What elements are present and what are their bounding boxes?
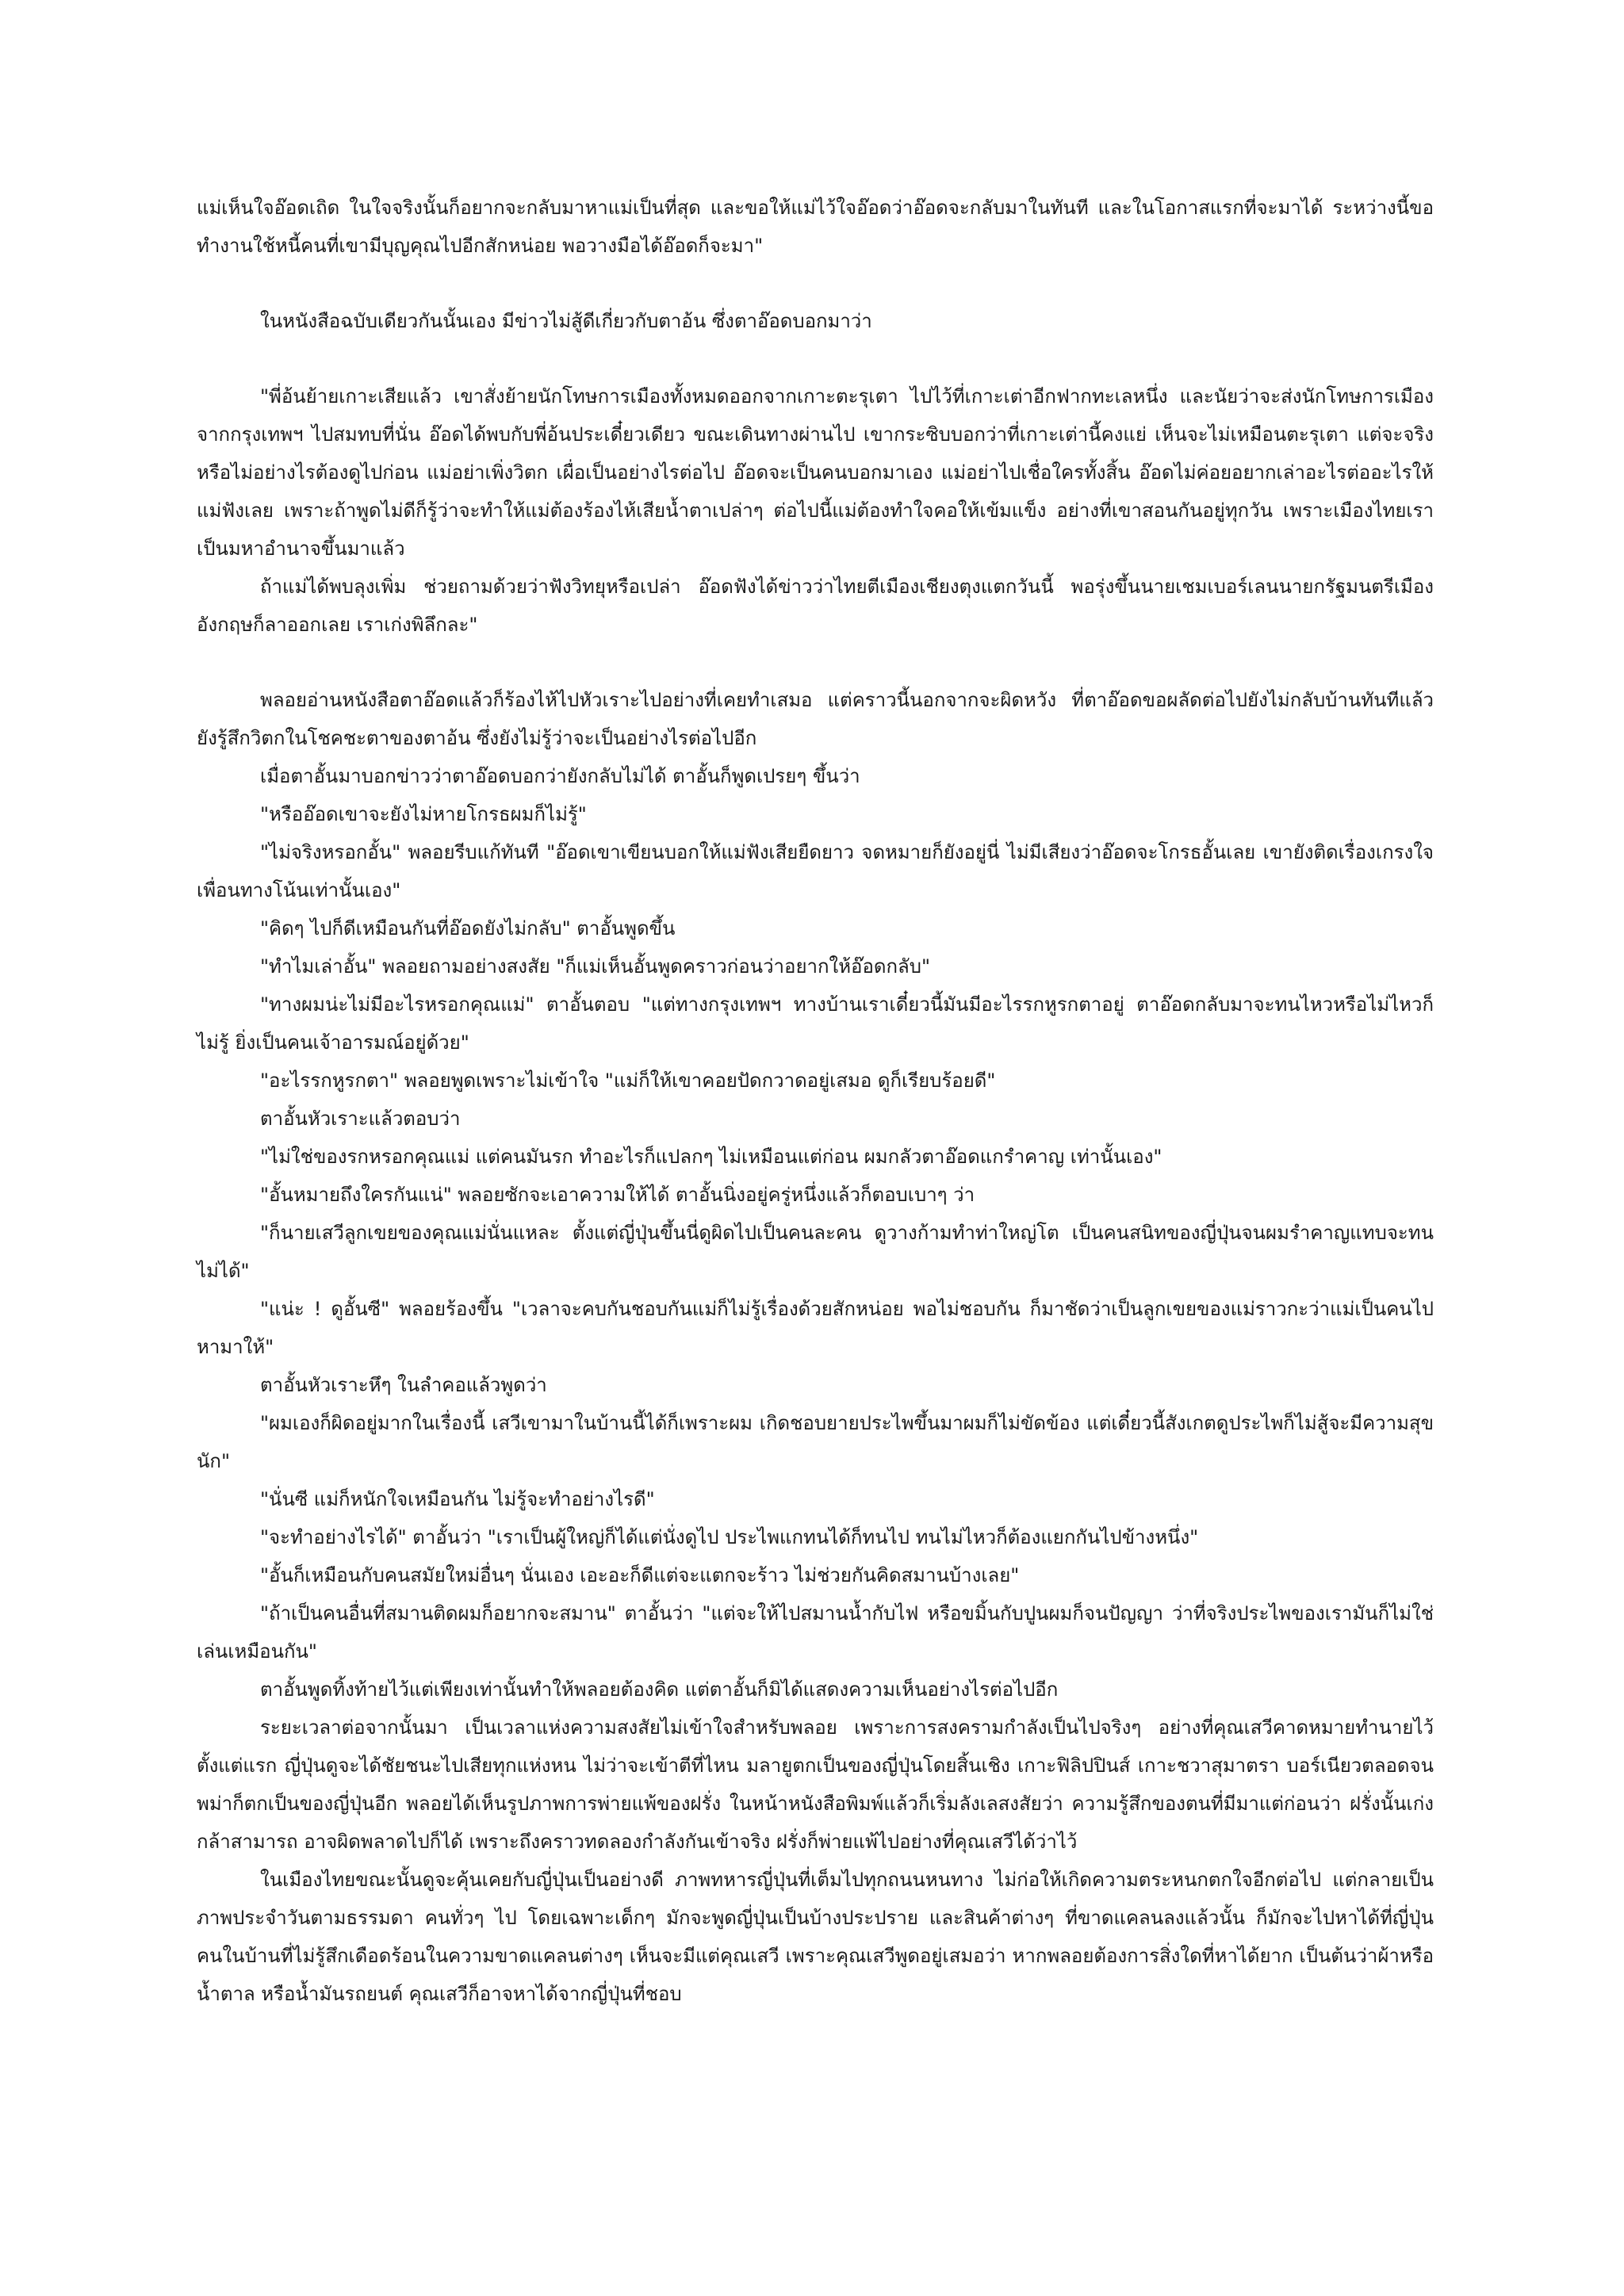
paragraph: "คิดๆ ไปก็ดีเหมือนกันที่อ๊อดยังไม่กลับ" ตาอั้นพูดขึ้น xyxy=(260,917,676,939)
paragraph: "จะทำอย่างไรได้" ตาอั้นว่า "เราเป็นผู้ใหญ่ก็ได้แต่นั่งดูไป ประไพแกทนได้ก็ทนไป ทนไม่ไหวก็ต้องแยกกันไปข้างหนึ่ง" xyxy=(260,1526,1199,1548)
paragraph: พลอยอ่านหนังสือตาอ๊อดแล้วก็ร้องไห้ไปหัวเราะไปอย่างที่เคยทำเสมอ แต่คราวนี้นอกจากจะผิดหวัง ที่ตาอ๊อดขอผลัดต่อไปยังไม่กลับบ้านทันทีแล้ว ยังรู้สึกวิตกในโชคชะตาของตาอ้น ซึ่งยังไม่รู้ว่าจะเป็นอย่างไรต่อไปอีก xyxy=(197,689,1434,749)
paragraph: "ผมเองก็ผิดอยู่มากในเรื่องนี้ เสวีเขามาในบ้านนี้ได้ก็เพราะผม เกิดชอบยายประไพขึ้นมาผมก็ไม่ขัดข้อง แต่เดี๋ยวนี้สังเกตดูประไพก็ไม่สู้จะมีความสุขนัก" xyxy=(197,1412,1434,1472)
paragraph: "ไม่ใช่ของรกหรอกคุณแม่ แต่คนมันรก ทำอะไรก็แปลกๆ ไม่เหมือนแต่ก่อน ผมกลัวตาอ๊อดแกรำคาญ เท่านั้นเอง" xyxy=(260,1146,1162,1168)
paragraph: "ไม่จริงหรอกอั้น" พลอยรีบแก้ทันที "อ๊อดเขาเขียนบอกให้แม่ฟังเสียยืดยาว จดหมายก็ยังอยู่นี่ ไม่มีเสียงว่าอ๊อดจะโกรธอั้นเลย เขายังติดเรื่องเกรงใจเพื่อนทางโน้นเท่านั้นเอง" xyxy=(197,841,1434,901)
paragraph: "ก็นายเสวีลูกเขยของคุณแม่นั่นแหละ ตั้งแต่ญี่ปุ่นขึ้นนี่ดูผิดไปเป็นคนละคน ดูวางก้ามทำท่าใหญ่โต เป็นคนสนิทของญี่ปุ่นจนผมรำคาญแทบจะทนไม่ได้" xyxy=(197,1222,1434,1282)
paragraph: แม่เห็นใจอ๊อดเถิด ในใจจริงนั้นก็อยากจะกลับมาหาแม่เป็นที่สุด และขอให้แม่ไว้ใจอ๊อดว่าอ๊อดจะกลับมาในทันที และในโอกาสแรกที่จะมาได้ ระหว่างนี้ขอทำงานใช้หนี้คนที่เขามีบุญคุณไปอีกสักหน่อย พอวางมือได้อ๊อดก็จะมา" xyxy=(197,197,1434,257)
paragraph: "อั้นหมายถึงใครกันแน่" พลอยซักจะเอาความให้ได้ ตาอั้นนิ่งอยู่ครู่หนึ่งแล้วก็ตอบเบาๆ ว่า xyxy=(260,1184,975,1206)
paragraph: ตาอั้นหัวเราะแล้วตอบว่า xyxy=(260,1108,461,1130)
paragraph: "แน่ะ ! ดูอั้นซี" พลอยร้องขึ้น "เวลาจะคบกันชอบกันแม่ก็ไม่รู้เรื่องด้วยสักหน่อย พอไม่ชอบกัน ก็มาชัดว่าเป็นลูกเขยของแม่ราวกะว่าแม่เป็นคนไปหามาให้" xyxy=(197,1298,1434,1358)
paragraph: ในหนังสือฉบับเดียวกันนั้นเอง มีข่าวไม่สู้ดีเกี่ยวกับตาอ้น ซึ่งตาอ๊อดบอกมาว่า xyxy=(260,310,872,332)
paragraph: ตาอั้นหัวเราะหึๆ ในลำคอแล้วพูดว่า xyxy=(260,1374,547,1396)
paragraph: เมื่อตาอั้นมาบอกข่าวว่าตาอ๊อดบอกว่ายังกลับไม่ได้ ตาอั้นก็พูดเปรยๆ ขึ้นว่า xyxy=(260,765,860,787)
paragraph: ถ้าแม่ได้พบลุงเพิ่ม ช่วยถามด้วยว่าฟังวิทยุหรือเปล่า อ๊อดฟังได้ข่าวว่าไทยตีเมืองเชียงตุงแตกวันนี้ พอรุ่งขึ้นนายเชมเบอร์เลนนายกรัฐมนตรีเมืองอังกฤษก็ลาออกเลย เราเก่งพิลึกละ" xyxy=(197,576,1434,636)
paragraph: "ทางผมน่ะไม่มีอะไรหรอกคุณแม่" ตาอั้นตอบ "แต่ทางกรุงเทพฯ ทางบ้านเราเดี๋ยวนี้มันมีอะไรรกหูรกตาอยู่ ตาอ๊อดกลับมาจะทนไหวหรือไม่ไหวก็ไม่รู้ ยิ่งเป็นคนเจ้าอารมณ์อยู่ด้วย" xyxy=(197,993,1434,1054)
paragraph: "ถ้าเป็นคนอื่นที่สมานติดผมก็อยากจะสมาน" ตาอั้นว่า "แต่จะให้ไปสมานน้ำกับไฟ หรือขมิ้นกับปูนผมก็จนปัญญา ว่าที่จริงประไพของเรามันก็ไม่ใช่เล่นเหมือนกัน" xyxy=(197,1602,1434,1663)
body-text xyxy=(197,189,1434,2013)
paragraph: "พี่อ้นย้ายเกาะเสียแล้ว เขาสั่งย้ายนักโทษการเมืองทั้งหมดออกจากเกาะตะรุเตา ไปไว้ที่เกาะเต่าอีกฟากทะเลหนึ่ง และนัยว่าจะส่งนักโทษการเมืองจากกรุงเทพฯ ไปสมทบที่นั่น อ๊อดได้พบกับพี่อ้นประเดี๋ยวเดียว ขณะเดินทางผ่านไป เขากระซิบบอกว่าที่เกาะเต่านี้คงแย่ เห็นจะไม่เหมือนตะรุเตา แต่จะจริงหรือไม่อย่างไรต้องดูไปก่อน แม่อย่าเพิ่งวิตก เผื่อเป็นอย่างไรต่อไป อ๊อดจะเป็นคนบอกมาเอง แม่อย่าไปเชื่อใครทั้งสิ้น อ๊อดไม่ค่อยอยากเล่าอะไรต่ออะไรให้แม่ฟังเลย เพราะถ้าพูดไม่ดีก็รู้ว่าจะทำให้แม่ต้องร้องไห้เสียน้ำตาเปล่าๆ ต่อไปนี้แม่ต้องทำใจคอให้เข้มแข็ง อย่างที่เขาสอนกันอยู่ทุกวัน เพราะเมืองไทยเราเป็นมหาอำนาจขึ้นมาแล้ว xyxy=(197,385,1434,560)
paragraph: "อะไรรกหูรกตา" พลอยพูดเพราะไม่เข้าใจ "แม่ก็ให้เขาคอยปัดกวาดอยู่เสมอ ดูก็เรียบร้อยดี" xyxy=(260,1070,996,1092)
paragraph: ตาอั้นพูดทิ้งท้ายไว้แต่เพียงเท่านั้นทำให้พลอยต้องคิด แต่ตาอั้นก็มิได้แสดงความเห็นอย่างไรต่อไปอีก xyxy=(260,1678,1059,1701)
paragraph: "อั้นก็เหมือนกับคนสมัยใหม่อื่นๆ นั่นเอง เอะอะก็ดีแต่จะแตกจะร้าว ไม่ช่วยกันคิดสมานบ้างเลย" xyxy=(260,1564,1020,1586)
paragraph: "หรืออ๊อดเขาจะยังไม่หายโกรธผมก็ไม่รู้" xyxy=(260,803,587,825)
paragraph: "นั่นซี แม่ก็หนักใจเหมือนกัน ไม่รู้จะทำอย่างไรดี" xyxy=(260,1488,655,1510)
paragraph: ในเมืองไทยขณะนั้นดูจะคุ้นเคยกับญี่ปุ่นเป็นอย่างดี ภาพทหารญี่ปุ่นที่เต็มไปทุกถนนหนทาง ไม่ก่อให้เกิดความตระหนกตกใจอีกต่อไป แต่กลายเป็นภาพประจำวันตามธรรมดา คนทั่วๆ ไป โดยเฉพาะเด็กๆ มักจะพูดญี่ปุ่นเป็นบ้างประปราย และสินค้าต่างๆ ที่ขาดแคลนลงแล้วนั้น ก็มักจะไปหาได้ที่ญี่ปุ่น คนในบ้านที่ไม่รู้สึกเดือดร้อนในความขาดแคลนต่างๆ เห็นจะมีแต่คุณเสวี เพราะคุณเสวีพูดอยู่เสมอว่า หากพลอยต้องการสิ่งใดที่หาได้ยาก เป็นต้นว่าผ้าหรือน้ำตาล หรือน้ำมันรถยนต์ คุณเสวีก็อาจหาได้จากญี่ปุ่นที่ชอบ xyxy=(197,1869,1434,2005)
paragraph: "ทำไมเล่าอั้น" พลอยถามอย่างสงสัย "ก็แม่เห็นอั้นพูดคราวก่อนว่าอยากให้อ๊อดกลับ" xyxy=(260,955,930,978)
paragraph: ระยะเวลาต่อจากนั้นมา เป็นเวลาแห่งความสงสัยไม่เข้าใจสำหรับพลอย เพราะการสงครามกำลังเป็นไปจริงๆ อย่างที่คุณเสวีคาดหมายทำนายไว้ตั้งแต่แรก ญี่ปุ่นดูจะได้ชัยชนะไปเสียทุกแห่งหน ไม่ว่าจะเข้าตีที่ไหน มลายูตกเป็นของญี่ปุ่นโดยสิ้นเชิง เกาะฟิลิปปินส์ เกาะชวาสุมาตรา บอร์เนียวตลอดจนพม่าก็ตกเป็นของญี่ปุ่นอีก พลอยได้เห็นรูปภาพการพ่ายแพ้ของฝรั่ง ในหน้าหนังสือพิมพ์แล้วก็เริ่มลังเลสงสัยว่า ความรู้สึกของตนที่มีมาแต่ก่อนว่า ฝรั่งนั้นเก่งกล้าสามารถ อาจผิดพลาดไปก็ได้ เพราะถึงคราวทดลองกำลังกันเข้าจริง ฝรั่งก็พ่ายแพ้ไปอย่างที่คุณเสวีได้ว่าไว้ xyxy=(197,1716,1434,1853)
